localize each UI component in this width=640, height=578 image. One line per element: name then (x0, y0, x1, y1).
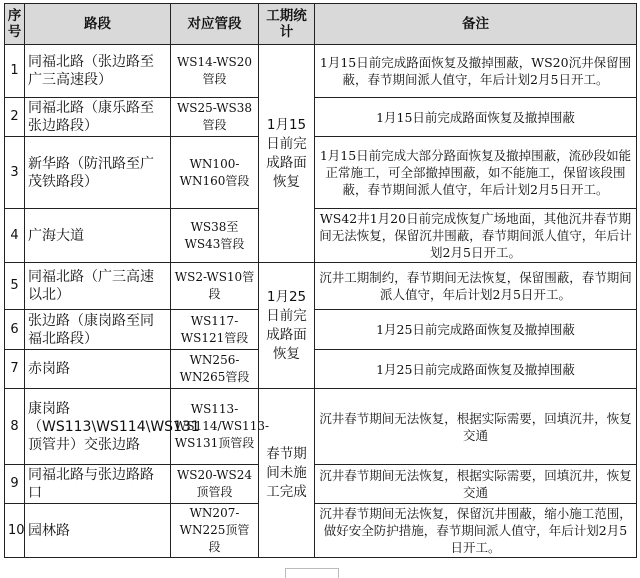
row-seq: 2 (5, 98, 25, 137)
header-seq: 序号 (5, 4, 25, 45)
row-pipe: WN256-WN265管段 (171, 350, 259, 389)
header-road: 路段 (25, 4, 171, 45)
table-row (5, 98, 637, 137)
row-road: 同福北路（康乐路至张边路段） (25, 98, 171, 137)
row-seq: 7 (5, 350, 25, 389)
row-road: 同福北路（张边路至广三高速段） (25, 45, 171, 98)
row-pipe: WS38至WS43管段 (171, 209, 259, 263)
row-pipe: WS20-WS24顶管段 (171, 465, 259, 504)
table-row (5, 45, 637, 98)
row-pipe: WS2-WS10管段 (171, 263, 259, 310)
row-road: 赤岗路 (25, 350, 171, 389)
row-road: 康岗路（WS113\WS114\WS131顶管井）交张边路 (25, 389, 171, 465)
table-row (5, 504, 637, 558)
row-note: 1月25日前完成路面恢复及撤掉围蔽 (315, 350, 637, 389)
row-road: 同福北路与张边路路口 (25, 465, 171, 504)
row-seq: 4 (5, 209, 25, 263)
row-seq: 1 (5, 45, 25, 98)
row-seq: 10 (5, 504, 25, 558)
row-note: 沉井春节期间无法恢复，保留沉井围蔽，缩小施工范围，做好安全防护措施，春节期间派人值守，年后计划2月5日开工。 (315, 504, 637, 558)
row-seq: 3 (5, 137, 25, 209)
row-seq: 9 (5, 465, 25, 504)
table-row (5, 209, 637, 263)
table-row (5, 137, 637, 209)
row-road: 广海大道 (25, 209, 171, 263)
row-note: WS42井1月20日前完成恢复广场地面，其他沉井春节期间无法恢复，保留沉井围蔽，春节期间派人值守，年后计划2月5日开工。 (315, 209, 637, 263)
row-note: 1月15日前完成大部分路面恢复及撤掉围蔽，流砂段如能正常施工，可全部撤掉围蔽，如不能施工，保留该段围蔽，春节期间派人值守，年后计划2月5日开工。 (315, 137, 637, 209)
header-row (5, 4, 637, 45)
table-row (5, 263, 637, 310)
row-note: 1月15日前完成路面恢复及撤掉围蔽，WS20沉井保留围蔽，春节期间派人值守，年后计划2月5日开工。 (315, 45, 637, 98)
row-road: 同福北路（广三高速以北） (25, 263, 171, 310)
row-seq: 5 (5, 263, 25, 310)
row-pipe: WS14-WS20管段 (171, 45, 259, 98)
row-note: 1月15日前完成路面恢复及撤掉围蔽 (315, 98, 637, 137)
status-group-unfinished: 春节期间未施工完成 (259, 389, 315, 558)
row-note: 沉井工期制约，春节期间无法恢复，保留围蔽，春节期间派人值守，年后计划2月5日开工。 (315, 263, 637, 310)
row-road: 张边路（康岗路至同福北路段） (25, 310, 171, 350)
row-pipe: WS25-WS38管段 (171, 98, 259, 137)
row-pipe: WN207-WN225顶管段 (171, 504, 259, 558)
row-seq: 6 (5, 310, 25, 350)
table-row (5, 465, 637, 504)
status-group-jan25: 1月25日前完成路面恢复 (259, 263, 315, 389)
page-edge-mark (285, 568, 339, 578)
row-seq: 8 (5, 389, 25, 465)
header-status: 工期统计 (259, 4, 315, 45)
row-road: 园林路 (25, 504, 171, 558)
row-pipe: WN100-WN160管段 (171, 137, 259, 209)
header-pipe: 对应管段 (171, 4, 259, 45)
row-pipe: WS113-WS114/WS113-WS131顶管段 (171, 389, 259, 465)
row-note: 沉井春节期间无法恢复，根据实际需要，回填沉井，恢复交通 (315, 465, 637, 504)
header-note: 备注 (315, 4, 637, 45)
row-note: 沉井春节期间无法恢复，根据实际需要，回填沉井，恢复交通 (315, 389, 637, 465)
construction-schedule-table (4, 3, 637, 558)
status-group-jan15: 1月15日前完成路面恢复 (259, 45, 315, 263)
row-pipe: WS117-WS121管段 (171, 310, 259, 350)
table-row (5, 310, 637, 350)
row-road: 新华路（防汛路至广茂铁路段） (25, 137, 171, 209)
table-row (5, 350, 637, 389)
row-note: 1月25日前完成路面恢复及撤掉围蔽 (315, 310, 637, 350)
table-row (5, 389, 637, 465)
